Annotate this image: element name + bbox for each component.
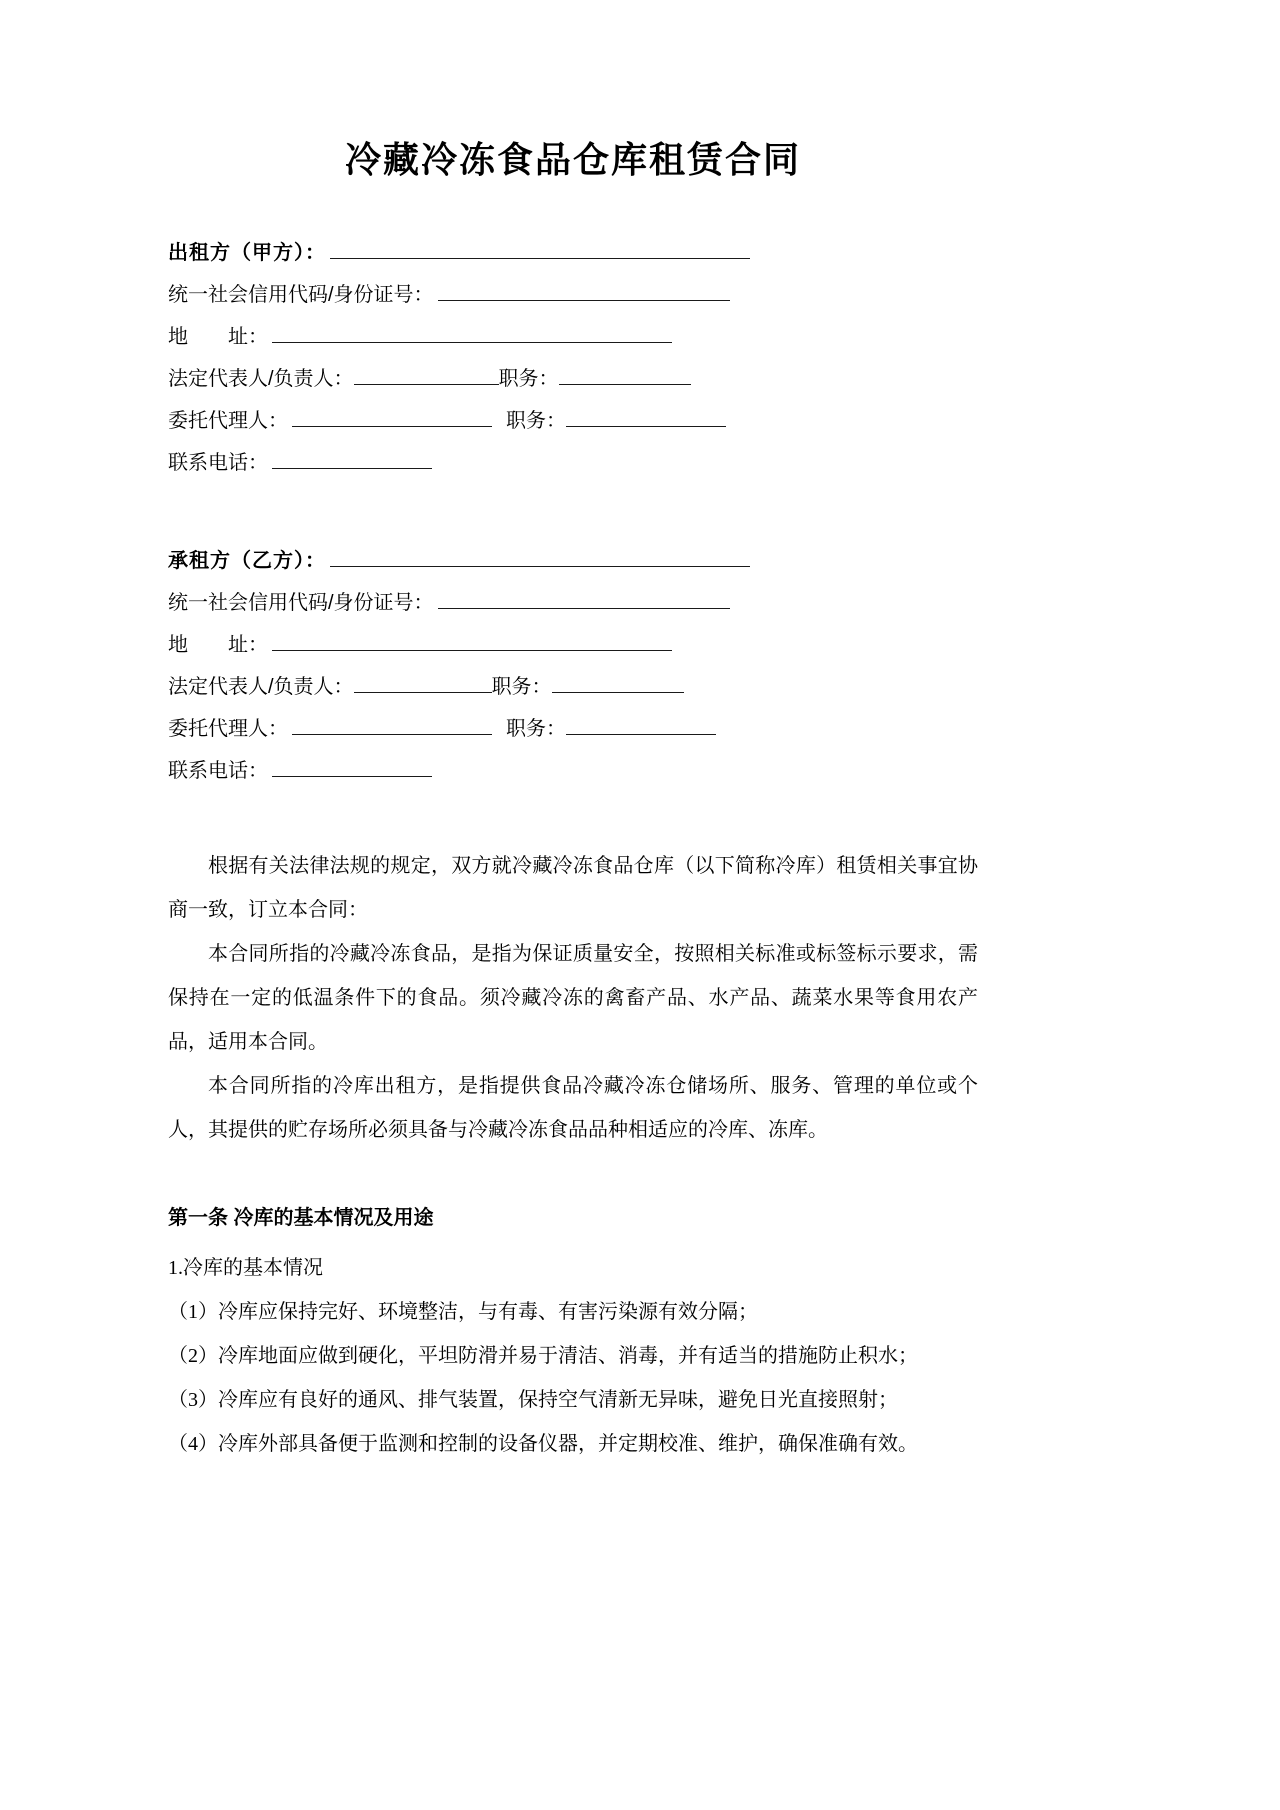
lessee-heading-label: 承租方（乙方）： xyxy=(168,550,326,572)
lessor-agent-position-label: 职务： xyxy=(506,410,566,432)
lessor-credit-code-input[interactable] xyxy=(438,280,730,301)
lessor-legal-rep-position-input[interactable] xyxy=(559,364,691,385)
lessee-phone-input[interactable] xyxy=(272,756,432,777)
lessor-agent-input[interactable] xyxy=(292,406,492,427)
lessee-legal-rep-position-input[interactable] xyxy=(552,672,684,693)
lessee-legal-rep-row xyxy=(168,666,978,708)
lessee-agent-input[interactable] xyxy=(292,714,492,735)
lessee-legal-rep-label: 法定代表人/负责人： xyxy=(168,676,354,698)
lessee-address-input[interactable] xyxy=(272,630,672,651)
lessor-phone-row xyxy=(168,442,978,484)
lessor-phone-input[interactable] xyxy=(272,448,432,469)
list-item: （3）冷库应有良好的通风、排气装置，保持空气清新无异味，避免日光直接照射； xyxy=(168,1389,898,1411)
list-item: （1）冷库应保持完好、环境整洁，与有毒、有害污染源有效分隔； xyxy=(168,1301,758,1323)
page-title: 冷藏冷冻食品仓库租赁合同 xyxy=(344,140,801,180)
clause-one-heading: 第一条 冷库的基本情况及用途 xyxy=(168,1207,434,1229)
lessee-credit-code-row xyxy=(168,582,978,624)
lessee-address-row xyxy=(168,624,978,666)
preamble-paragraph-2: 本合同所指的冷藏冷冻食品，是指为保证质量安全，按照相关标准或标签标示要求，需保持在一定的低温条件下的食品。须冷藏冷冻的禽畜产品、水产品、蔬菜水果等食用农产品，适用本合同。 xyxy=(168,943,978,1053)
lessee-party-block xyxy=(168,540,978,792)
lessor-credit-code-row xyxy=(168,274,978,316)
clause-one-sub-heading: 1.冷库的基本情况 xyxy=(168,1257,323,1279)
lessee-address-label: 地 址： xyxy=(168,634,268,656)
lessor-address-label: 地 址： xyxy=(168,326,268,348)
lessee-legal-rep-position-label: 职务： xyxy=(491,676,552,698)
lessee-phone-row xyxy=(168,750,978,792)
lessee-agent-position-label: 职务： xyxy=(506,718,566,740)
lessor-address-input[interactable] xyxy=(272,322,672,343)
lessor-party-block xyxy=(168,232,978,484)
preamble-paragraph-1: 根据有关法律法规的规定，双方就冷藏冷冻食品仓库（以下简称冷库）租赁相关事宜协商一致，订立本合同： xyxy=(168,855,978,921)
lessor-address-row xyxy=(168,316,978,358)
lessee-legal-rep-input[interactable] xyxy=(354,672,492,693)
lessee-phone-label: 联系电话： xyxy=(168,760,268,782)
lessor-agent-label: 委托代理人： xyxy=(168,410,288,432)
lessor-legal-rep-row xyxy=(168,358,978,400)
lessor-agent-position-input[interactable] xyxy=(566,406,726,427)
lessee-agent-row xyxy=(168,708,978,750)
lessor-legal-rep-input[interactable] xyxy=(354,364,499,385)
lessor-agent-row xyxy=(168,400,978,442)
lessor-name-row xyxy=(168,232,978,274)
lessee-agent-label: 委托代理人： xyxy=(168,718,288,740)
lessor-name-input[interactable] xyxy=(330,238,750,259)
clause-one-section xyxy=(168,1196,978,1466)
lessee-name-input[interactable] xyxy=(330,546,750,567)
list-item: （2）冷库地面应做到硬化，平坦防滑并易于清洁、消毒，并有适当的措施防止积水； xyxy=(168,1345,918,1367)
list-item: （4）冷库外部具备便于监测和控制的设备仪器，并定期校准、维护，确保准确有效。 xyxy=(168,1433,918,1455)
lessee-name-row xyxy=(168,540,978,582)
lessor-legal-rep-position-label: 职务： xyxy=(498,368,559,390)
lessor-credit-code-label: 统一社会信用代码/身份证号： xyxy=(168,284,434,306)
lessee-credit-code-input[interactable] xyxy=(438,588,730,609)
lessee-agent-position-input[interactable] xyxy=(566,714,716,735)
lessor-legal-rep-label: 法定代表人/负责人： xyxy=(168,368,354,390)
lessor-phone-label: 联系电话： xyxy=(168,452,268,474)
lessor-heading-label: 出租方（甲方）： xyxy=(168,242,326,264)
document-content xyxy=(168,0,978,1466)
preamble-paragraph-3: 本合同所指的冷库出租方，是指提供食品冷藏冷冻仓储场所、服务、管理的单位或个人，其提供的贮存场所必须具备与冷藏冷冻食品品种相适应的冷库、冻库。 xyxy=(168,1075,978,1141)
lessee-credit-code-label: 统一社会信用代码/身份证号： xyxy=(168,592,434,614)
preamble-section xyxy=(168,844,978,1152)
